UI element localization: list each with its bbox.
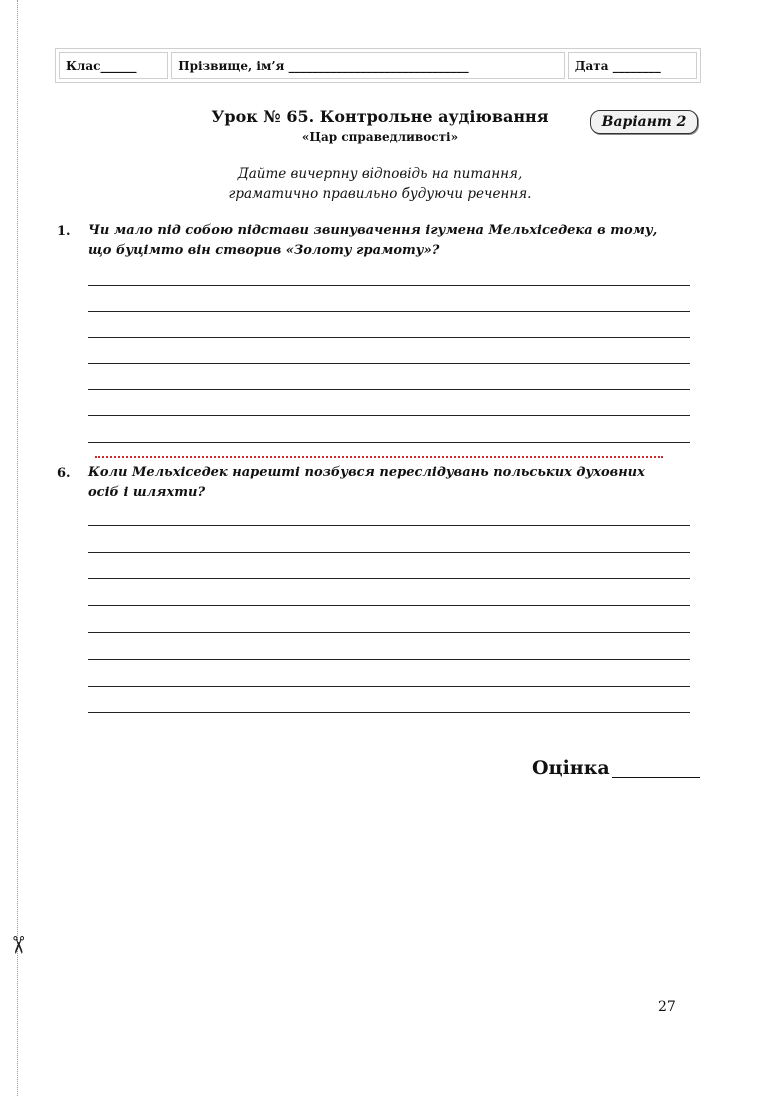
variant-badge: Варіант 2 xyxy=(590,110,698,134)
answer-line[interactable] xyxy=(88,578,690,579)
answer-line[interactable] xyxy=(88,442,690,443)
question-1-text xyxy=(88,221,700,261)
instruction-line-2: граматично правильно будуючи речення. xyxy=(228,186,532,202)
question-6-text xyxy=(88,463,700,503)
answer-line[interactable] xyxy=(88,389,690,390)
answer-line[interactable] xyxy=(88,285,690,286)
answer-line[interactable] xyxy=(88,605,690,606)
answer-line[interactable] xyxy=(88,363,690,364)
answer-line[interactable] xyxy=(88,712,690,713)
question-6-line-2: осіб і шляхти? xyxy=(88,485,206,500)
class-field[interactable]: Клас______ xyxy=(59,52,168,79)
scissors-icon: ✂ xyxy=(4,934,32,956)
cut-line xyxy=(17,0,18,1096)
section-divider xyxy=(95,456,663,458)
lesson-title: Урок № 65. Контрольне аудіювання xyxy=(211,107,549,126)
name-field[interactable]: Прізвище, ім’я ______________________________ xyxy=(171,52,565,79)
answer-line[interactable] xyxy=(88,415,690,416)
instruction-line-1: Дайте вичерпну відповідь на питання, xyxy=(237,166,523,182)
answer-line[interactable] xyxy=(88,337,690,338)
lesson-subtitle: «Цар справедливості» xyxy=(301,130,459,144)
student-info-table xyxy=(55,48,701,83)
question-6-line-1: Коли Мельхіседек нарешті позбувся переслідувань польських духовних xyxy=(88,465,645,480)
question-1-line-1: Чи мало під собою підстави звинувачення ігумена Мельхіседека в тому, xyxy=(88,223,658,238)
question-1-number: 1. xyxy=(57,224,71,239)
answer-line[interactable] xyxy=(88,311,690,312)
answer-line[interactable] xyxy=(88,686,690,687)
date-field[interactable]: Дата ________ xyxy=(568,52,697,79)
answer-line[interactable] xyxy=(88,659,690,660)
answer-line[interactable] xyxy=(88,525,690,526)
grade-field[interactable] xyxy=(612,777,700,778)
instruction xyxy=(130,164,630,204)
answer-line[interactable] xyxy=(88,552,690,553)
answer-line[interactable] xyxy=(88,632,690,633)
grade-label: Оцінка xyxy=(532,757,610,779)
question-1-line-2: що буцімто він створив «Золоту грамоту»? xyxy=(88,243,440,258)
page-number: 27 xyxy=(658,999,676,1015)
question-6-number: 6. xyxy=(57,466,71,481)
